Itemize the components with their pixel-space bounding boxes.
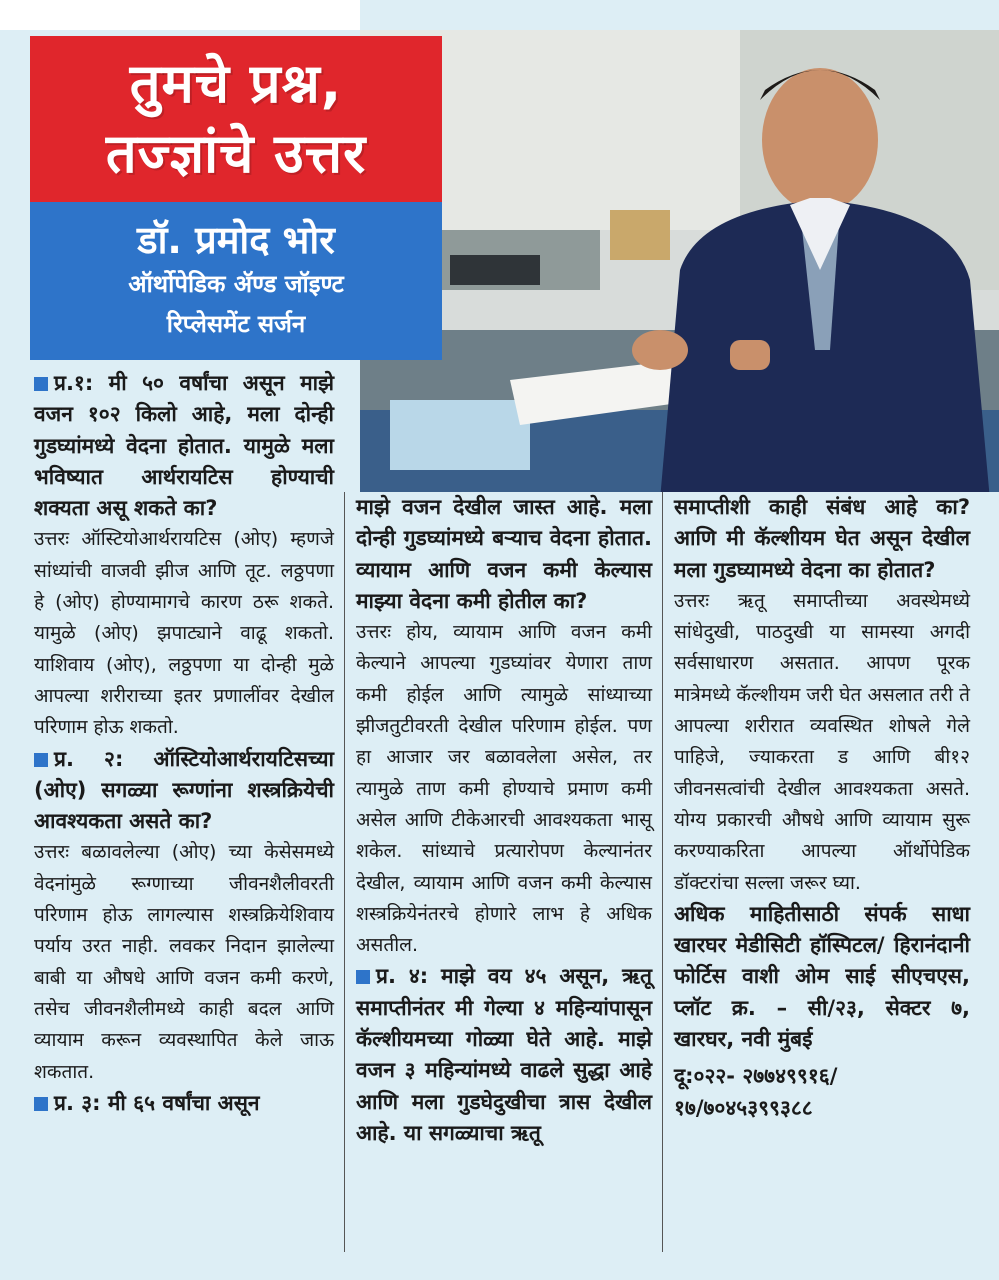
square-bullet-icon xyxy=(34,1097,48,1111)
question-3-start-text: प्र. ३: मी ६५ वर्षांचा असून xyxy=(54,1090,260,1115)
question-4 xyxy=(356,961,652,1149)
column-divider xyxy=(662,492,663,1252)
question-2 xyxy=(34,744,334,838)
column-3 xyxy=(674,492,970,1124)
question-3-start xyxy=(34,1088,334,1119)
contact-phone: दू:०२२- २७७४९९१६/ १७/७०४५३९९३८८ xyxy=(674,1064,838,1120)
square-bullet-icon xyxy=(356,970,370,984)
answer-4: उत्तरः ऋतू समाप्तीच्या अवस्थेमध्ये सांधेदुखी, पाठदुखी या सामस्या अगदी सर्वसाधारण असतात. आपण पूरक मात्रेमध्ये कॅल्शीयम जरी घेत असलात तरी ते आपल्या शरीरात व्यवस्थित शोषले गेले पाहिजे, ज्याकरता ड आणि बी१२ जीवनसत्वांची देखील आवश्यकता असते. योग्य प्रकारची औषधे आणि व्यायाम सुरू करण्याकरिता आपल्या ऑर्थोपेडिक डॉक्टरांचा सल्ला जरूर घ्या. xyxy=(674,589,970,894)
question-4-rest: समाप्तीशी काही संबंध आहे का? आणि मी कॅल्शीयम घेत असून देखील मला गुडघ्यामध्ये वेदना का होतात? xyxy=(674,495,970,582)
doctor-specialty-line-2: रिप्लेसमेंट सर्जन xyxy=(166,310,306,338)
question-2-text: प्र. २: ऑस्टियोआर्थरायटिसच्या (ओए) सगळ्या रूग्णांना शस्त्रक्रियेची आवश्यकता असते का? xyxy=(34,746,334,834)
question-3-rest: माझे वजन देखील जास्त आहे. मला दोन्ही गुडघ्यांमध्ये बऱ्याच वेदना होतात. व्यायाम आणि वजन कमी केल्यास माझ्या वेदना कमी होतील का? xyxy=(356,495,652,613)
column-divider xyxy=(344,492,345,1252)
doctor-name: डॉ. प्रमोद भोर xyxy=(137,218,335,262)
question-1-text: प्र.१: मी ५० वर्षांचा असून माझे वजन १०२ किलो आहे, मला दोन्ही गुडघ्यांमध्ये वेदना होतात. यामुळे मला भविष्यात आर्थरायटिस होण्याची शक्यता असू शकते का? xyxy=(34,371,334,521)
answer-1: उत्तरः ऑस्टियोआर्थरायटिस (ओए) म्हणजे सांध्यांची वाजवी झीज आणि तूट. लठ्ठपणा हे (ओए) होण्यामागचे कारण ठरू शकते. यामुळे (ओए) झपाट्याने वाढू शकतो. याशिवाय (ओए), लठ्ठपणा या दोन्ही मुळे आपल्या शरीराच्या इतर प्रणालींवर देखील परिणाम होऊ शकतो. xyxy=(34,528,334,739)
question-1 xyxy=(34,368,334,524)
square-bullet-icon xyxy=(34,377,48,391)
doctor-specialty-line-1: ऑर्थोपेडिक ॲण्ड जॉइण्ट xyxy=(128,270,344,298)
headline-line-1: तुमचे प्रश्न, xyxy=(129,52,343,115)
question-4-text: प्र. ४: माझे वय ४५ असून, ऋतू समाप्तीनंतर मी गेल्या ४ महिन्यांपासून कॅल्शीयमच्या गोळ्या घेते आहे. माझे वजन ३ महिन्यांमध्ये वाढले सुद्धा आहे आणि मला गुडघेदुखीचा त्रास देखील आहे. या सगळ्याचा ऋतू xyxy=(356,964,652,1145)
paper-margin xyxy=(0,0,360,30)
square-bullet-icon xyxy=(34,753,48,767)
contact-info: अधिक माहितीसाठी संपर्क साधा खारघर मेडीसिटी हॉस्पिटल/ हिरानंदानी फोर्टिस वाशी ओम साई सीएचएस, प्लॉट क्र. – सी/२३, सेक्टर ७, खारघर, नवी मुंबई xyxy=(674,901,970,1052)
answer-2: उत्तरः बळावलेल्या (ओए) च्या केसेसमध्ये वेदनांमुळे रूग्णाच्या जीवनशैलीवरती परिणाम होऊ लागल्यास शस्त्रक्रियेशिवाय पर्याय उरत नाही. लवकर निदान झालेल्या बाबी या औषधे आणि वजन कमी करणे, तसेच जीवनशैलीमध्ये काही बदल आणि व्यायाम करून व्यवस्थापित केले जाऊ शकतात. xyxy=(34,841,334,1083)
headline-box xyxy=(30,36,442,202)
doctor-photo xyxy=(360,30,999,492)
answer-3: उत्तरः होय, व्यायाम आणि वजन कमी केल्याने आपल्या गुडघ्यांवर येणारा ताण कमी होईल आणि त्यामुळे सांध्याच्या झीजतुटीवरती देखील परिणाम होईल. पण हा आजार जर बळावलेला असेल, तर त्यामुळे ताण कमी होण्याचे प्रमाण कमी असेल आणि टीकेआरची आवश्यकता भासू शकेल. सांध्याचे प्रत्यारोपण केल्यानंतर देखील, व्यायाम आणि वजन कमी केल्यास शस्त्रक्रियेनंतरचे होणारे लाभ हे अधिक असतील. xyxy=(356,621,652,957)
doctor-info-box xyxy=(30,202,442,360)
column-2 xyxy=(356,492,652,1149)
headline-line-2: तज्ज्ञांचे उत्तर xyxy=(105,122,367,185)
column-1 xyxy=(34,368,334,1119)
